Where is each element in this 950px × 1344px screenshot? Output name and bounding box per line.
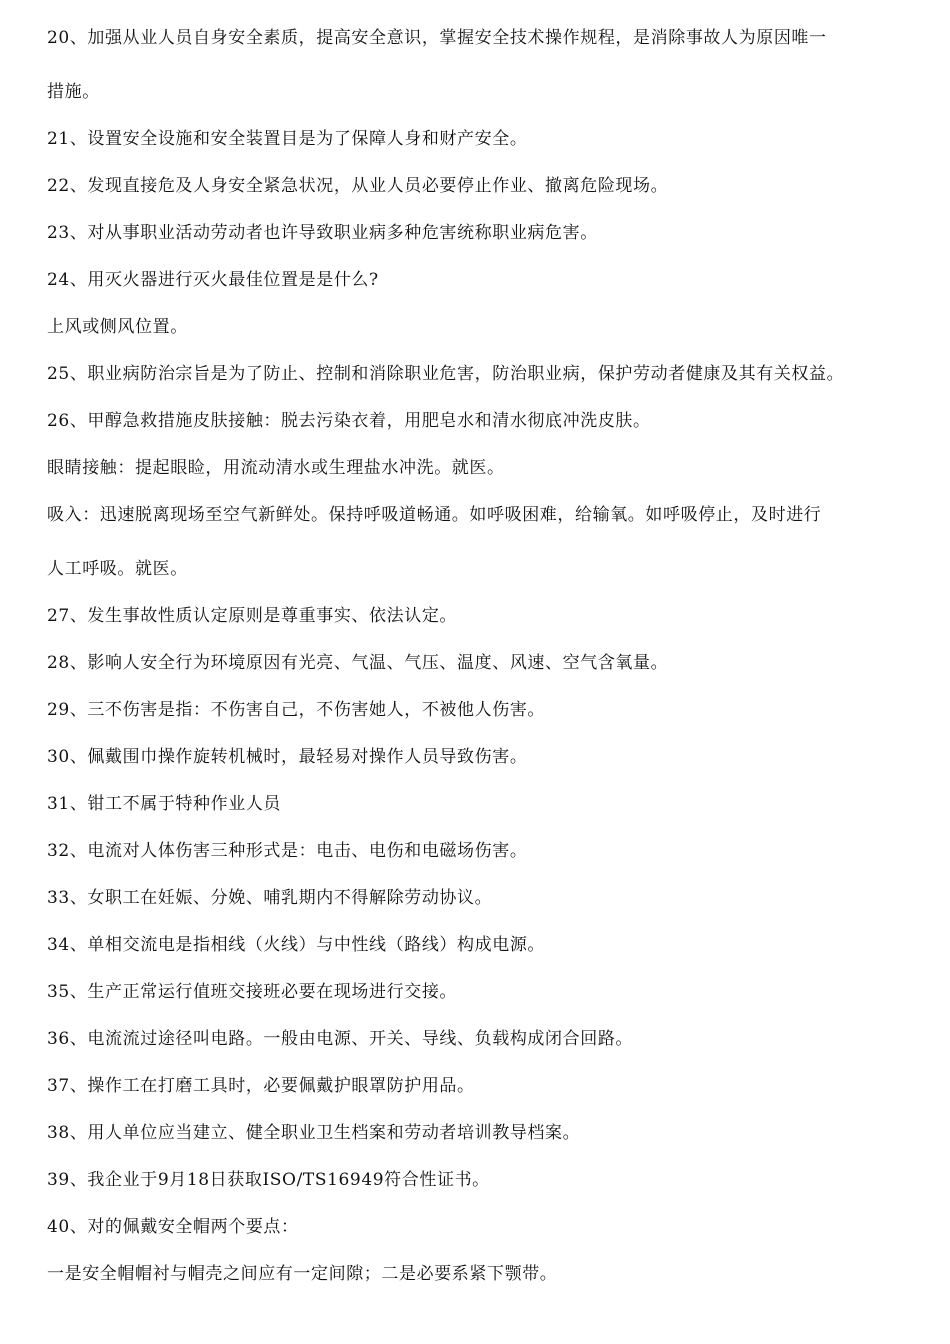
text-line-20-cont: 措施。 (47, 82, 100, 102)
text-line-31: 31、钳工不属于特种作业人员 (47, 794, 282, 814)
text-line-40: 40、对的佩戴安全帽两个要点： (47, 1217, 299, 1237)
text-line-39: 39、我企业于9月18日获取ISO/TS16949符合性证书。 (47, 1170, 490, 1190)
text-line-23: 23、对从事职业活动劳动者也许导致职业病多种危害统称职业病危害。 (47, 223, 598, 243)
text-line-40-answer: 一是安全帽帽衬与帽壳之间应有一定间隙；二是必要系紧下颚带。 (47, 1264, 558, 1284)
text-line-30: 30、佩戴围巾操作旋转机械时，最轻易对操作人员导致伤害。 (47, 747, 528, 767)
text-line-35: 35、生产正常运行值班交接班必要在现场进行交接。 (47, 982, 458, 1002)
text-line-33: 33、女职工在妊娠、分娩、哺乳期内不得解除劳动协议。 (47, 888, 493, 908)
text-line-36: 36、电流流过途径叫电路。一般由电源、开关、导线、负载构成闭合回路。 (47, 1029, 634, 1049)
text-line-26-eyes: 眼睛接触：提起眼睑，用流动清水或生理盐水冲洗。就医。 (47, 458, 505, 478)
text-line-27: 27、发生事故性质认定原则是尊重事实、依法认定。 (47, 606, 458, 626)
text-line-25: 25、职业病防治宗旨是为了防止、控制和消除职业危害，防治职业病，保护劳动者健康及其有关权益。 (47, 364, 845, 384)
text-line-32: 32、电流对人体伤害三种形式是：电击、电伤和电磁场伤害。 (47, 841, 528, 861)
text-line-38: 38、用人单位应当建立、健全职业卫生档案和劳动者培训教导档案。 (47, 1123, 581, 1143)
text-line-29: 29、三不伤害是指：不伤害自己，不伤害她人，不被他人伤害。 (47, 700, 546, 720)
text-line-28: 28、影响人安全行为环境原因有光亮、气温、气压、温度、风速、空气含氧量。 (47, 653, 669, 673)
text-line-37: 37、操作工在打磨工具时，必要佩戴护眼罩防护用品。 (47, 1076, 475, 1096)
text-line-20: 20、加强从业人员自身安全素质，提高安全意识，掌握安全技术操作规程，是消除事故人为原因唯一 (47, 28, 827, 48)
text-line-34: 34、单相交流电是指相线（火线）与中性线（路线）构成电源。 (47, 935, 546, 955)
text-line-21: 21、设置安全设施和安全装置目是为了保障人身和财产安全。 (47, 129, 528, 149)
text-line-26-inhale: 吸入：迅速脱离现场至空气新鲜处。保持呼吸道畅通。如呼吸困难，给输氧。如呼吸停止，及时进行 (47, 505, 822, 525)
text-line-26-cont: 人工呼吸。就医。 (47, 559, 188, 579)
text-line-22: 22、发现直接危及人身安全紧急状况，从业人员必要停止作业、撤离危险现场。 (47, 176, 669, 196)
text-line-26: 26、甲醇急救措施皮肤接触：脱去污染衣着，用肥皂水和清水彻底冲洗皮肤。 (47, 411, 651, 431)
text-line-24-answer: 上风或侧风位置。 (47, 317, 188, 337)
text-line-24: 24、用灭火器进行灭火最佳位置是是什么? (47, 270, 379, 290)
